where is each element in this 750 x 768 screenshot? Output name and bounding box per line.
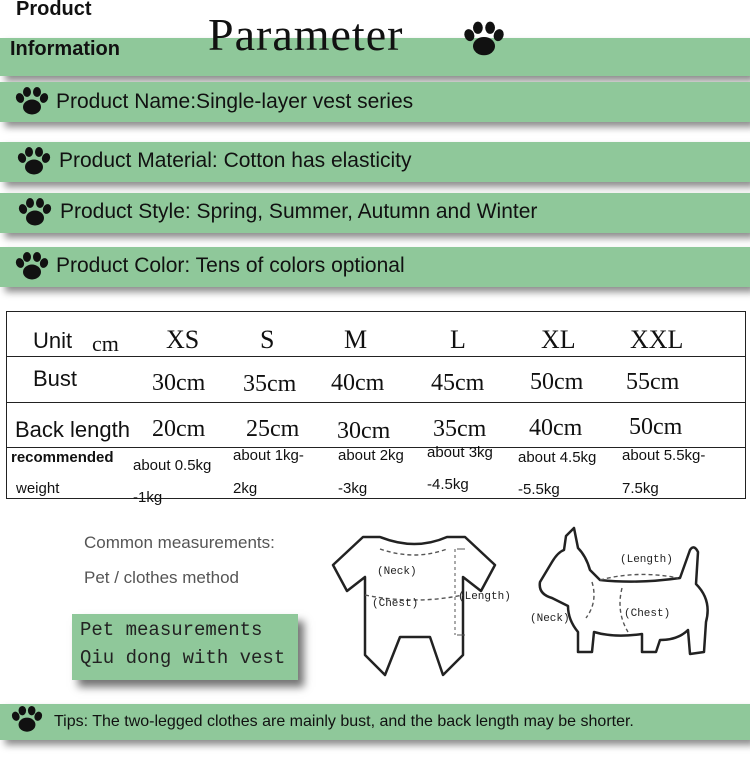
back-length-value: 40cm xyxy=(529,415,583,441)
weight-value-line2: -1kg xyxy=(133,489,163,506)
unit-label: Unit xyxy=(33,328,73,353)
measurement-caption-line2: Pet / clothes method xyxy=(84,568,239,587)
size-header: XS xyxy=(166,325,200,354)
weight-value-line1: about 4.5kg xyxy=(518,449,597,466)
measurement-caption-line1: Common measurements: xyxy=(84,533,275,552)
weight-label-line2: weight xyxy=(16,480,60,497)
back-length-value: 20cm xyxy=(152,416,206,442)
weight-value-line2: 7.5kg xyxy=(622,480,659,497)
bust-label: Bust xyxy=(33,366,78,391)
tips-text: Tips: The two-legged clothes are mainly bust, and the back length may be shorter. xyxy=(54,713,634,730)
back-length-value: 50cm xyxy=(629,414,683,440)
weight-value-line1: about 1kg- xyxy=(233,447,304,464)
bust-value: 30cm xyxy=(152,370,206,396)
weight-value-line2: 2kg xyxy=(233,480,258,497)
bust-value: 35cm xyxy=(243,371,297,397)
pet-measurements-line1: Pet measurements xyxy=(80,619,263,641)
back-length-value: 25cm xyxy=(246,416,300,442)
paw-icon xyxy=(16,146,52,178)
dog-diagram xyxy=(528,522,743,682)
header-label-line1: Product xyxy=(16,0,92,20)
size-header: XXL xyxy=(630,325,684,354)
weight-value-line1: about 2kg xyxy=(338,447,404,464)
bust-value: 40cm xyxy=(331,370,385,396)
dog-chest-label: (Chest) xyxy=(624,608,671,620)
bust-value: 50cm xyxy=(530,369,584,395)
bust-value: 55cm xyxy=(626,369,680,395)
bust-value: 45cm xyxy=(431,370,485,396)
size-header: XL xyxy=(541,325,576,354)
size-header: S xyxy=(260,325,275,354)
clothes-chest-label: (Chest) xyxy=(372,598,419,610)
clothes-neck-label: (Neck) xyxy=(377,566,417,578)
page-title: Parameter xyxy=(208,9,404,60)
info-row-color-text: Product Color: Tens of colors optional xyxy=(56,254,405,277)
back-length-value: 30cm xyxy=(337,418,391,444)
weight-value-line1: about 5.5kg- xyxy=(622,447,706,464)
dog-length-label: (Length) xyxy=(620,554,673,566)
header-label-line2: Information xyxy=(10,38,120,60)
paw-icon xyxy=(17,197,53,229)
back-length-label: Back length xyxy=(15,417,130,442)
paw-icon xyxy=(462,20,506,60)
paw-icon xyxy=(10,705,44,735)
paw-icon xyxy=(14,251,50,283)
weight-value-line1: about 0.5kg xyxy=(133,457,212,474)
weight-value-line2: -4.5kg xyxy=(427,476,469,493)
clothes-length-label: (Length) xyxy=(458,591,511,603)
size-header: M xyxy=(344,325,368,354)
info-row-material-text: Product Material: Cotton has elasticity xyxy=(59,149,412,172)
weight-label-line1: recommended xyxy=(11,449,114,466)
info-row-style-text: Product Style: Spring, Summer, Autumn and Winter xyxy=(60,200,538,223)
weight-value-line1: about 3kg xyxy=(427,444,493,461)
pet-measurements-line2: Qiu dong with vest xyxy=(80,647,286,669)
info-row-name-text: Product Name:Single-layer vest series xyxy=(56,90,414,113)
size-header: L xyxy=(450,325,466,354)
dog-neck-label: (Neck) xyxy=(530,613,570,625)
weight-value-line2: -5.5kg xyxy=(518,481,560,498)
back-length-value: 35cm xyxy=(433,416,487,442)
weight-value-line2: -3kg xyxy=(338,480,368,497)
paw-icon xyxy=(14,86,50,118)
unit-value: cm xyxy=(92,331,119,356)
clothes-diagram xyxy=(325,525,525,685)
